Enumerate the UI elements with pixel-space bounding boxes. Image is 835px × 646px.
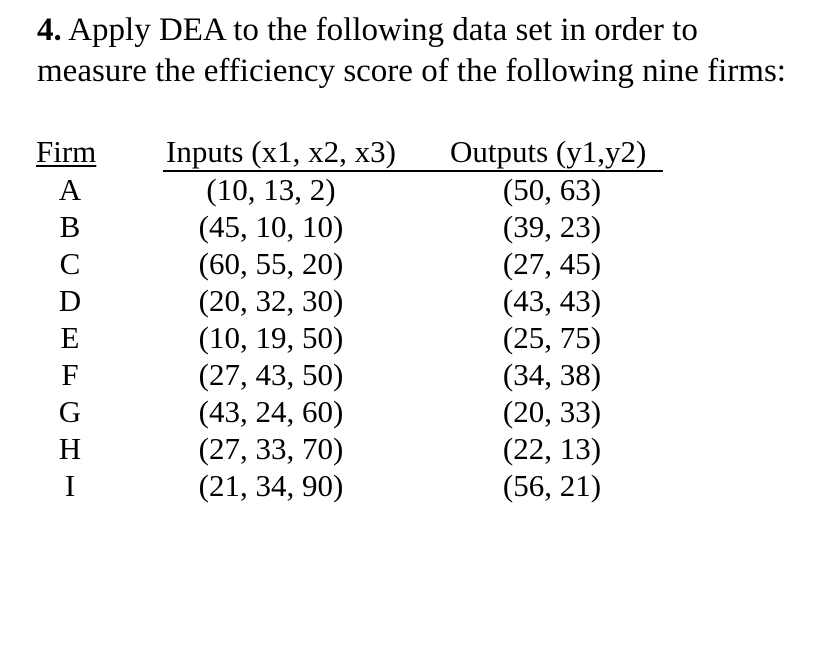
inputs-cell: (27, 33, 70) — [198, 431, 344, 466]
table-row — [0, 321, 835, 355]
inputs-cell: (21, 34, 90) — [198, 468, 344, 503]
outputs-cell: (56, 21) — [502, 468, 602, 503]
inputs-cell: (10, 19, 50) — [198, 320, 344, 355]
table-row — [0, 247, 835, 281]
inputs-cell: (20, 32, 30) — [198, 283, 344, 318]
question-line-2: measure the efficiency score of the following nine firms: — [37, 53, 786, 89]
table-row — [0, 173, 835, 207]
outputs-cell: (50, 63) — [502, 172, 602, 207]
table-row — [0, 395, 835, 429]
question-line-1-text: Apply DEA to the following data set in order to — [68, 12, 698, 48]
outputs-cell: (39, 23) — [502, 209, 602, 244]
firm-cell: D — [58, 283, 82, 318]
outputs-cell: (25, 75) — [502, 320, 602, 355]
firm-cell: B — [59, 209, 81, 244]
outputs-cell: (43, 43) — [502, 283, 602, 318]
question-number: 4. — [37, 12, 62, 48]
outputs-cell: (27, 45) — [502, 246, 602, 281]
table-row — [0, 432, 835, 466]
firm-cell: F — [61, 357, 79, 392]
firm-cell: G — [58, 394, 82, 429]
inputs-cell: (45, 10, 10) — [198, 209, 344, 244]
header-firm: Firm — [36, 134, 97, 169]
firm-cell: E — [60, 320, 80, 355]
inputs-cell: (10, 13, 2) — [206, 172, 336, 207]
outputs-cell: (34, 38) — [502, 357, 602, 392]
table-row — [0, 469, 835, 503]
table-row — [0, 358, 835, 392]
outputs-cell: (20, 33) — [502, 394, 602, 429]
inputs-cell: (60, 55, 20) — [198, 246, 344, 281]
outputs-cell: (22, 13) — [502, 431, 602, 466]
table-row — [0, 210, 835, 244]
firm-cell: A — [58, 172, 82, 207]
inputs-cell: (43, 24, 60) — [198, 394, 344, 429]
header-outputs: Outputs (y1,y2) — [450, 134, 647, 169]
firm-cell: C — [59, 246, 81, 281]
firm-cell: I — [64, 468, 76, 503]
header-inputs: Inputs (x1, x2, x3) — [166, 134, 396, 169]
firm-cell: H — [58, 431, 82, 466]
inputs-cell: (27, 43, 50) — [198, 357, 344, 392]
table-row — [0, 284, 835, 318]
